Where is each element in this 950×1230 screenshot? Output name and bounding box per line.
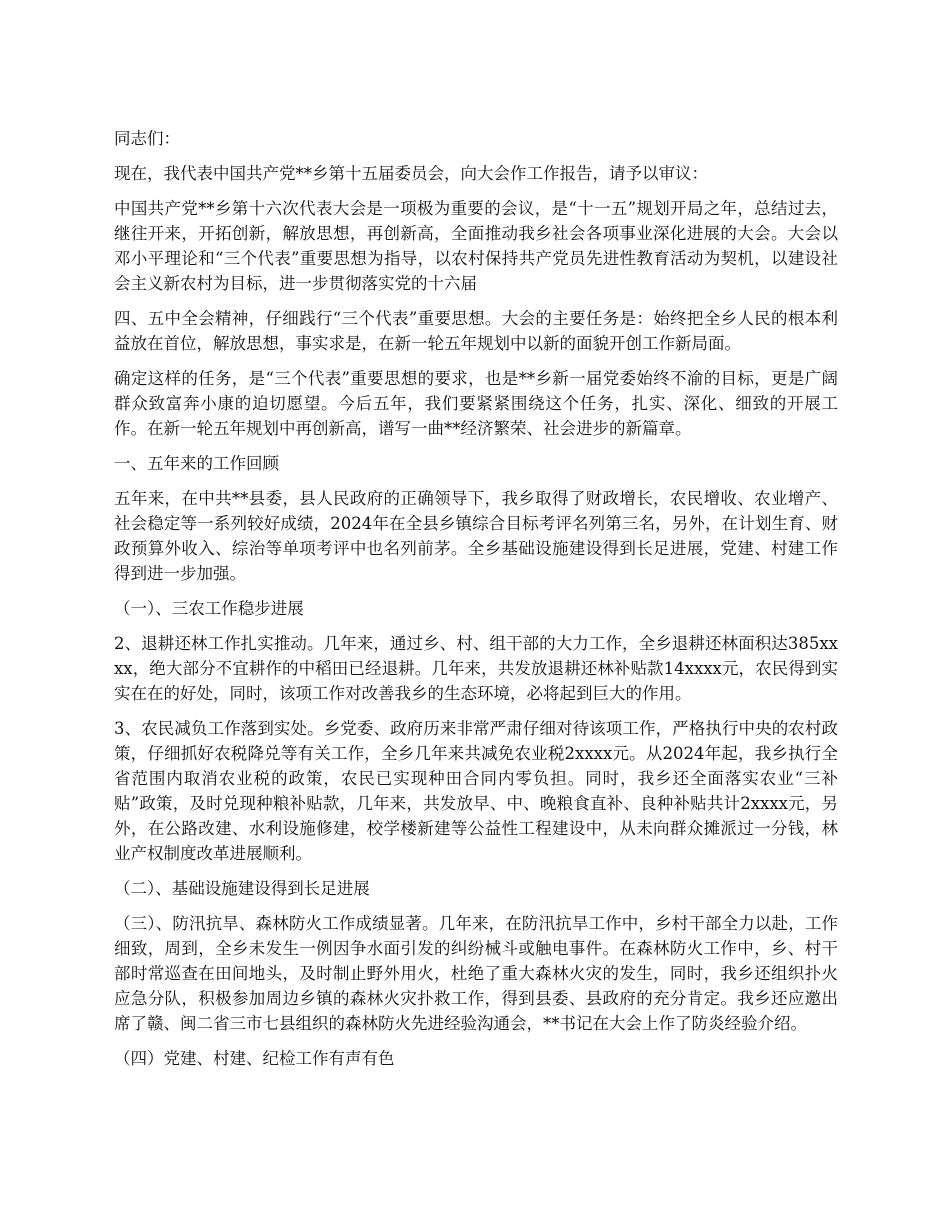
paragraph-task-goals: 确定这样的任务，是“三个代表”重要思想的要求，也是**乡新一届党委始终不渝的目标，更是广阔群众致富奔小康的迫切愿望。今后五年，我们要紧紧围绕这个任务，扎实、深化、细致的开展工作。在新一轮五年规划中再创新高，谱写一曲**经济繁荣、社会进步的新篇章。 — [114, 369, 838, 438]
subsection-heading-party-building: （四）党建、村建、纪检工作有声有色 — [114, 1049, 395, 1068]
document-body — [114, 126, 838, 1081]
subsection-heading-infrastructure: （二）、基础设施建设得到长足进展 — [114, 879, 370, 898]
section-heading-review: 一、五年来的工作回顾 — [114, 454, 279, 473]
paragraph-five-year-summary: 五年来，在中共**县委，县人民政府的正确领导下，我乡取得了财政增长，农民增收、农业增产、社会稳定等一系列较好成绩，2024年在全县乡镇综合目标考评名列第三名，另外，在计划生育、财政预算外收入、综治等单项考评中也名列前茅。全乡基础设施建设得到长足进展，党建、村建工作得到进一步加强。 — [114, 489, 838, 583]
greeting: 同志们： — [114, 129, 180, 148]
paragraph-main-tasks: 四、五中全会精神，仔细践行“三个代表”重要思想。大会的主要任务是：始终把全乡人民的根本利益放在首位，解放思想，事实求是，在新一轮五年规划中以新的面貌开创工作新局面。 — [114, 309, 838, 353]
paragraph-flood-fire-prevention: （三）、防汛抗旱、森林防火工作成绩显著。几年来，在防汛抗旱工作中，乡村干部全力以赴，工作细致，周到，全乡未发生一例因争水面引发的纠纷械斗或触电事件。在森林防火工作中，乡、村干部时常巡查在田间地头，及时制止野外用火，杜绝了重大森林火灾的发生，同时，我乡还组织扑火应急分队，积极参加周边乡镇的森林火灾扑救工作，得到县委、县政府的充分肯定。我乡还应邀出席了赣、闽二省三市七县组织的森林防火先进经验沟通会，**书记在大会上作了防炎经验介绍。 — [114, 914, 838, 1033]
subsection-heading-agriculture: （一）、三农工作稳步进展 — [114, 599, 304, 618]
paragraph-congress-significance: 中国共产党**乡第十六次代表大会是一项极为重要的会议，是“十一五”规划开局之年，总结过去，继往开来，开拓创新，解放思想，再创新高，全面推动我乡社会各项事业深化进展的大会。大会以邓小平理论和“三个代表”重要思想为指导，以农村保持共产党员先进性教育活动为契机，以建设社会主义新农村为目标，进一步贯彻落实党的十六届 — [114, 199, 838, 293]
paragraph-farmer-burden: 3、农民减负工作落到实处。乡党委、政府历来非常严肃仔细对待该项工作，严格执行中央的农村政策，仔细抓好农税降兑等有关工作，全乡几年来共减免农业税2xxxx元。从2024年起，我乡执行全省范围内取消农业税的政策，农民已实现种田合同内零负担。同时，我乡还全面落实农业“三补贴”政策，及时兑现种粮补贴款，几年来，共发放早、中、晚粮食直补、良种补贴共计2xxxx元，另外，在公路改建、水利设施修建，校学楼新建等公益性工程建设中，从未向群众摊派过一分钱，林业产权制度改革进展顺利。 — [114, 719, 838, 863]
paragraph-reforestation: 2、退耕还林工作扎实推动。几年来，通过乡、村、组干部的大力工作，全乡退耕还林面积达385xxxx，绝大部分不宜耕作的中稻田已经退耕。几年来，共发放退耕还林补贴款14xxxx元，农民得到实实在在的好处，同时，该项工作对改善我乡的生态环境，必将起到巨大的作用。 — [114, 634, 838, 703]
opening-statement: 现在，我代表中国共产党**乡第十五届委员会，向大会作工作报告，请予以审议： — [114, 164, 708, 183]
